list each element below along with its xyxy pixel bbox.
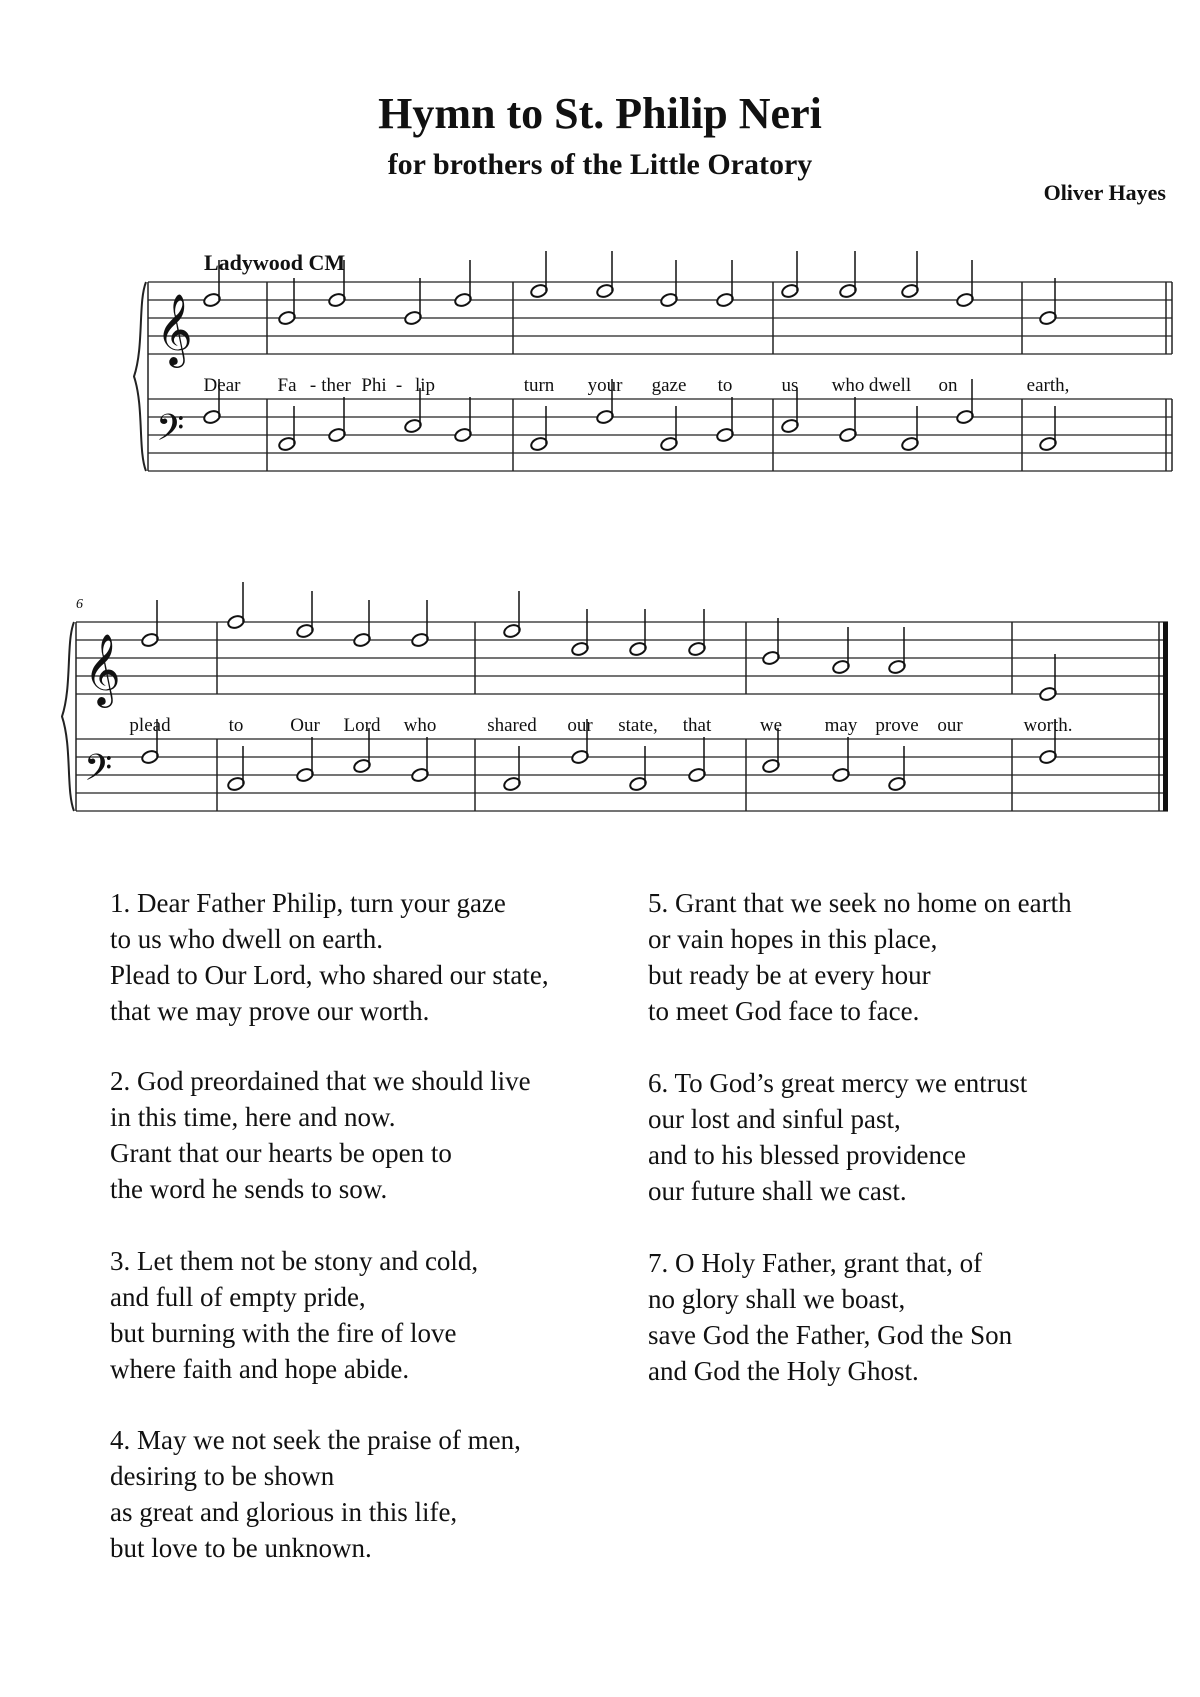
verse-3 — [110, 1243, 478, 1387]
verse-line: 2. God preordained that we should live — [110, 1066, 531, 1096]
verse-line: 7. O Holy Father, grant that, of — [648, 1248, 983, 1278]
verse-5 — [648, 885, 1072, 1029]
brace — [62, 622, 74, 811]
lyric-syllable: worth. — [1023, 715, 1073, 736]
verse-line: to meet God face to face. — [648, 996, 920, 1026]
lyric-syllable: - — [309, 375, 317, 396]
verse-line: as great and glorious in this life, — [110, 1497, 458, 1527]
lyric-syllable: dwell — [868, 375, 912, 396]
verse-line: the word he sends to sow. — [110, 1174, 388, 1204]
verse-line: to us who dwell on earth. — [110, 924, 383, 954]
verse-line: Grant that our hearts be open to — [110, 1138, 452, 1168]
measure-number: 6 — [76, 597, 83, 612]
verse-line: 4. May we not seek the praise of men, — [110, 1425, 521, 1455]
verse-1 — [110, 885, 549, 1029]
lyric-syllable: gaze — [651, 375, 687, 396]
bass-clef-icon: 𝄢 — [84, 747, 113, 798]
lyric-syllable: earth, — [1026, 375, 1070, 396]
verse-line: 1. Dear Father Philip, turn your gaze — [110, 888, 506, 918]
lyric-syllable: may — [824, 715, 858, 736]
lyric-syllable: we — [759, 715, 783, 736]
composer-name: Oliver Hayes — [1043, 180, 1166, 205]
lyric-syllable: us — [781, 375, 799, 396]
verse-4 — [110, 1422, 521, 1566]
verse-line: Plead to Our Lord, who shared our state, — [110, 960, 549, 990]
lyric-syllable: your — [587, 375, 623, 396]
verse-line: that we may prove our worth. — [110, 996, 430, 1026]
hymn-title: Hymn to St. Philip Neri — [378, 89, 822, 138]
verse-line: but love to be unknown. — [110, 1533, 372, 1563]
verse-6 — [648, 1065, 1027, 1209]
verse-line: and full of empty pride, — [110, 1282, 366, 1312]
verse-line: our future shall we cast. — [648, 1176, 907, 1206]
lyric-syllable: Lord — [343, 715, 381, 736]
lyric-syllable: Fa — [277, 375, 297, 396]
lyric-syllable: - — [395, 375, 403, 396]
verse-line: our lost and sinful past, — [648, 1104, 901, 1134]
tune-name: Ladywood CM — [204, 250, 346, 275]
treble-clef-icon: 𝄞 — [156, 292, 193, 365]
verse-line: no glory shall we boast, — [648, 1284, 906, 1314]
lyric-syllable: turn — [523, 375, 555, 396]
verse-line: in this time, here and now. — [110, 1102, 396, 1132]
lyric-syllable: who — [831, 375, 865, 396]
verse-line: or vain hopes in this place, — [648, 924, 938, 954]
verse-line: and God the Holy Ghost. — [648, 1356, 919, 1386]
lyric-syllable: lip — [414, 375, 436, 396]
verse-7 — [648, 1245, 1012, 1389]
final-barline-thick — [1163, 622, 1168, 811]
lyric-syllable: Dear — [203, 375, 241, 396]
verse-line: but ready be at every hour — [648, 960, 931, 990]
lyric-syllable: our — [937, 715, 963, 736]
brace — [134, 282, 146, 471]
notes — [141, 251, 1058, 792]
lyric-syllable: to — [228, 715, 244, 736]
verse-line: 6. To God’s great mercy we entrust — [648, 1068, 1028, 1098]
lyric-syllable: state, — [618, 715, 658, 736]
verse-line: 5. Grant that we seek no home on earth — [648, 888, 1072, 918]
verse-line: where faith and hope abide. — [110, 1354, 410, 1384]
verse-line: but burning with the fire of love — [110, 1318, 457, 1348]
hymn-subtitle: for brothers of the Little Oratory — [387, 148, 813, 181]
lyric-syllable: plead — [129, 715, 171, 736]
treble-clef-icon: 𝄞 — [84, 632, 121, 705]
lyric-syllable: Our — [290, 715, 320, 736]
lyric-syllable: shared — [487, 715, 537, 736]
verse-line: and to his blessed providence — [648, 1140, 966, 1170]
verse-line: 3. Let them not be stony and cold, — [110, 1246, 479, 1276]
lyric-syllable: Phi — [361, 375, 387, 396]
lyric-syllable: our — [567, 715, 593, 736]
verse-2 — [110, 1063, 531, 1207]
verse-line: desiring to be shown — [110, 1461, 335, 1491]
lyric-syllable: that — [682, 715, 712, 736]
lyric-syllable: on — [938, 375, 958, 396]
lyric-syllable: who — [403, 715, 437, 736]
lyric-syllable: ther — [321, 375, 351, 396]
verse-line: save God the Father, God the Son — [648, 1320, 1013, 1350]
lyric-syllable: to — [717, 375, 733, 396]
lyric-syllable: prove — [875, 715, 919, 736]
bass-clef-icon: 𝄢 — [156, 407, 185, 458]
